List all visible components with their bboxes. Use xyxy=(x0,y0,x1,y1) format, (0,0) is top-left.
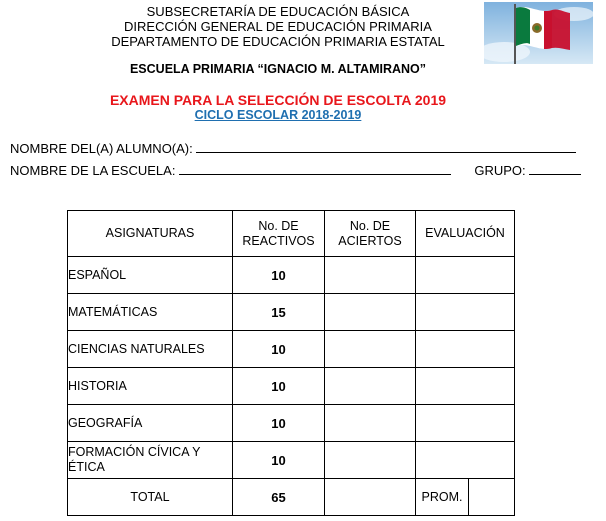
student-name-line[interactable] xyxy=(196,140,576,153)
evaluation-cell[interactable] xyxy=(416,368,515,405)
evaluation-cell[interactable] xyxy=(416,405,515,442)
table-row xyxy=(68,442,515,479)
header-correct-line2: ACIERTOS xyxy=(338,233,402,248)
header-items xyxy=(233,211,325,257)
evaluation-cell[interactable] xyxy=(416,331,515,368)
average-label: PROM. xyxy=(416,479,469,516)
mexican-flag-image xyxy=(484,2,593,64)
student-name-label: NOMBRE DEL(A) ALUMNO(A): xyxy=(10,141,193,156)
items-cell: 10 xyxy=(233,368,325,405)
correct-cell[interactable] xyxy=(325,405,416,442)
table-total-row xyxy=(68,479,515,516)
table-row xyxy=(68,368,515,405)
evaluation-cell[interactable] xyxy=(416,442,515,479)
total-items: 65 xyxy=(233,479,325,516)
school-cycle-text: CICLO ESCOLAR 2018-2019 xyxy=(194,108,362,122)
student-name-field xyxy=(10,140,576,156)
group-label: GRUPO: xyxy=(474,163,526,178)
subject-cell: FORMACIÓN CÍVICA Y ÉTICA xyxy=(68,442,233,479)
school-name-line[interactable] xyxy=(179,162,451,175)
total-correct-cell[interactable] xyxy=(325,479,416,516)
header-correct xyxy=(325,211,416,257)
table-row xyxy=(68,257,515,294)
subject-cell: GEOGRAFÍA xyxy=(68,405,233,442)
correct-cell[interactable] xyxy=(325,294,416,331)
items-cell: 10 xyxy=(233,442,325,479)
correct-cell[interactable] xyxy=(325,257,416,294)
school-name-label: NOMBRE DE LA ESCUELA: xyxy=(10,163,176,178)
subject-cell: MATEMÁTICAS xyxy=(68,294,233,331)
total-label: TOTAL xyxy=(68,479,233,516)
header-items-line2: REACTIVOS xyxy=(242,233,315,248)
header-line-2: DIRECCIÓN GENERAL DE EDUCACIÓN PRIMARIA xyxy=(124,19,432,34)
table-row xyxy=(68,294,515,331)
school-name-field xyxy=(10,162,581,178)
flag-icon xyxy=(484,2,593,64)
header-evaluation: EVALUACIÓN xyxy=(416,211,515,257)
exam-title: EXAMEN PARA LA SELECCIÓN DE ESCOLTA 2019 xyxy=(109,92,447,108)
subject-cell: HISTORIA xyxy=(68,368,233,405)
correct-cell[interactable] xyxy=(325,368,416,405)
items-cell: 10 xyxy=(233,331,325,368)
correct-cell[interactable] xyxy=(325,331,416,368)
school-name: ESCUELA PRIMARIA “IGNACIO M. ALTAMIRANO” xyxy=(129,62,427,76)
average-cell[interactable] xyxy=(469,479,515,516)
header-correct-line1: No. DE xyxy=(349,218,391,233)
header-line-1: SUBSECRETARÍA DE EDUCACIÓN BÁSICA xyxy=(146,4,410,19)
exam-table xyxy=(67,210,515,516)
evaluation-cell[interactable] xyxy=(416,294,515,331)
subject-cell: ESPAÑOL xyxy=(68,257,233,294)
correct-cell[interactable] xyxy=(325,442,416,479)
header-line-3: DEPARTAMENTO DE EDUCACIÓN PRIMARIA ESTATAL xyxy=(111,34,445,49)
items-cell: 10 xyxy=(233,405,325,442)
header-items-line1: No. DE xyxy=(258,218,299,233)
items-cell: 10 xyxy=(233,257,325,294)
table-row xyxy=(68,405,515,442)
header-subjects: ASIGNATURAS xyxy=(68,211,233,257)
table-header-row xyxy=(68,211,515,257)
table-row xyxy=(68,331,515,368)
subject-cell: CIENCIAS NATURALES xyxy=(68,331,233,368)
items-cell: 15 xyxy=(233,294,325,331)
school-cycle xyxy=(28,108,528,122)
evaluation-cell[interactable] xyxy=(416,257,515,294)
group-line[interactable] xyxy=(529,162,581,175)
